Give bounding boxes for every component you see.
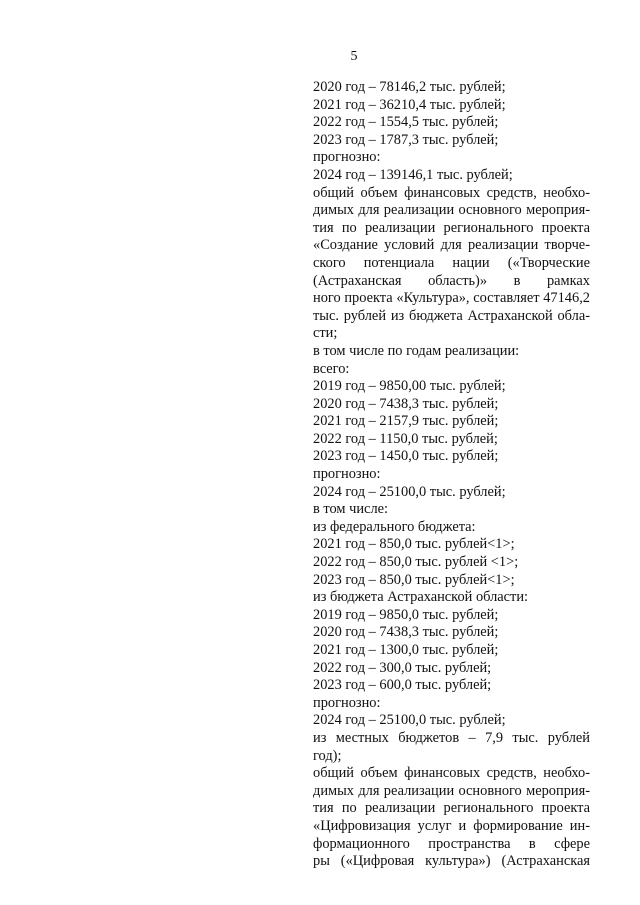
text-line: 2021 год – 36210,4 тыс. рублей; xyxy=(313,96,506,113)
text-line: димых для реализации основного мероприя- xyxy=(313,782,590,799)
text-line: из бюджета Астраханской области: xyxy=(313,589,529,606)
text-line: ского потенциала нации («Творческие xyxy=(313,254,590,271)
text-line: 2021 год – 2157,9 тыс. рублей; xyxy=(313,413,499,430)
text-line: 2024 год – 25100,0 тыс. рублей; xyxy=(313,483,506,500)
text-line: общий объем финансовых средств, необхо- xyxy=(313,184,590,201)
text-line: в том числе: xyxy=(313,501,389,518)
text-line: прогнозно: xyxy=(313,149,381,166)
text-line: «Создание условий для реализации творче- xyxy=(313,237,590,254)
text-line: общий объем финансовых средств, необхо- xyxy=(313,765,590,782)
text-line: 2023 год – 1450,0 тыс. рублей; xyxy=(313,448,499,465)
text-line: 2022 год – 300,0 тыс. рублей; xyxy=(313,659,492,676)
text-line: формационного пространства в сфере xyxy=(313,835,590,852)
text-line: тыс. рублей из бюджета Астраханской обла- xyxy=(313,307,590,324)
text-line: (Астраханская область)» в рамках xyxy=(313,272,590,289)
text-line: димых для реализации основного мероприя- xyxy=(313,202,590,219)
text-line: 2023 год – 850,0 тыс. рублей<1>; xyxy=(313,571,515,588)
text-line: сти; xyxy=(313,325,338,342)
text-line: 2022 год – 850,0 тыс. рублей <1>; xyxy=(313,554,519,571)
text-line: из местных бюджетов – 7,9 тыс. рублей xyxy=(313,729,590,746)
text-line: 2023 год – 600,0 тыс. рублей; xyxy=(313,677,492,694)
text-line: 2020 год – 7438,3 тыс. рублей; xyxy=(313,395,499,412)
text-line: в том числе по годам реализации: xyxy=(313,342,520,359)
text-line: 2021 год – 1300,0 тыс. рублей; xyxy=(313,642,499,658)
text-line: 2024 год – 25100,0 тыс. рублей; xyxy=(313,712,506,729)
text-line: прогнозно: xyxy=(313,694,381,711)
text-line: тия по реализации регионального проекта xyxy=(313,800,590,817)
text-line: год); xyxy=(313,747,342,764)
document-body xyxy=(313,79,590,871)
text-line: 2020 год – 78146,2 тыс. рублей; xyxy=(313,79,506,95)
text-line: 2023 год – 1787,3 тыс. рублей; xyxy=(313,131,499,148)
text-line: 2024 год – 139146,1 тыс. рублей; xyxy=(313,166,513,183)
text-line: 2021 год – 850,0 тыс. рублей<1>; xyxy=(313,536,515,553)
text-line: 2020 год – 7438,3 тыс. рублей; xyxy=(313,624,499,641)
text-line: 2022 год – 1150,0 тыс. рублей; xyxy=(313,430,498,447)
text-line: ного проекта «Культура», составляет 47146,2 xyxy=(313,290,590,307)
text-line: тия по реализации регионального проекта xyxy=(313,219,590,236)
page-number: 5 xyxy=(350,49,358,64)
text-line: прогнозно: xyxy=(313,466,381,483)
text-line: ры («Цифровая культура») (Астраханская xyxy=(313,853,590,870)
text-line: 2022 год – 1554,5 тыс. рублей; xyxy=(313,114,499,131)
text-line: «Цифровизация услуг и формирование ин- xyxy=(313,817,590,834)
text-line: всего: xyxy=(313,360,350,377)
text-line: из федерального бюджета: xyxy=(313,518,476,535)
text-line: 2019 год – 9850,0 тыс. рублей; xyxy=(313,606,499,623)
text-line: 2019 год – 9850,00 тыс. рублей; xyxy=(313,378,506,395)
